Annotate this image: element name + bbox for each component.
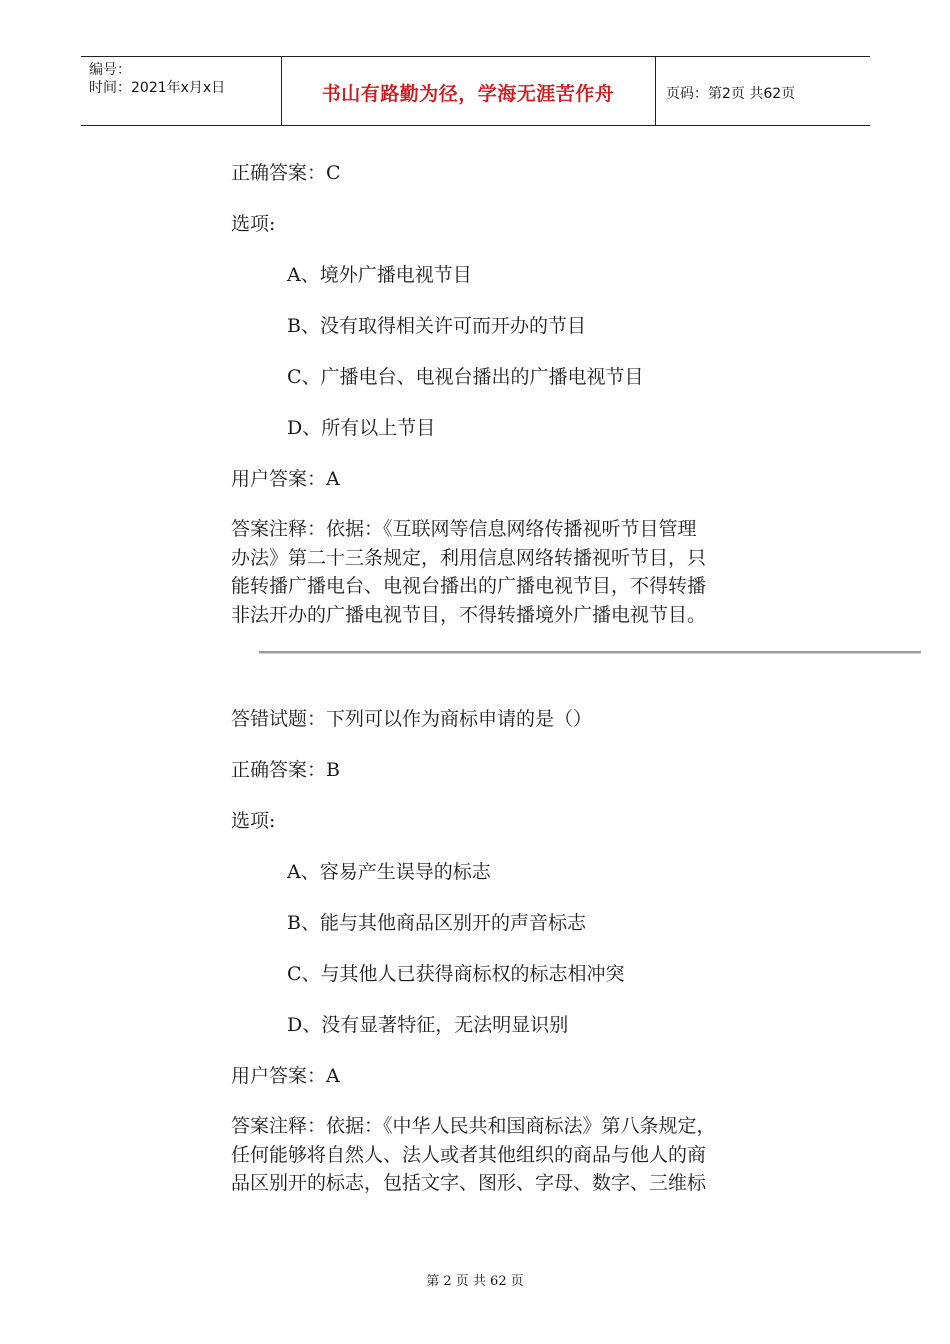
q2-option-d: D、没有显著特征，无法明显识别 (287, 1014, 569, 1036)
q2-options-label: 选项: (231, 810, 276, 832)
q1-explanation (231, 515, 806, 629)
q2-option-c: C、与其他人已获得商标权的标志相冲突 (287, 963, 625, 985)
explanation-line: 非法开办的广播电视节目，不得转播境外广播电视节目。 (231, 603, 707, 626)
q2-explanation (231, 1112, 806, 1198)
question-separator (259, 651, 921, 654)
q1-option-c: C、广播电台、电视台播出的广播电视节目 (287, 366, 644, 388)
header-divider (655, 57, 656, 125)
header-meta (89, 61, 225, 97)
q2-option-b: B、能与其他商品区别开的声音标志 (287, 912, 586, 934)
explanation-line: 能转播广播电台、电视台播出的广播电视节目，不得转播 (231, 575, 707, 597)
q2-option-a: A、容易产生误导的标志 (287, 861, 491, 883)
q1-option-b: B、没有取得相关许可而开办的节目 (287, 315, 586, 337)
doc-number-label: 编号： (89, 62, 131, 78)
q2-wrong-question: 答错试题：下列可以作为商标申请的是（） (231, 708, 593, 730)
explanation-line: 答案注释：依据：《互联网等信息网络传播视听节目管理 (231, 518, 697, 540)
explanation-line: 办法》第二十三条规定，利用信息网络转播视听节目，只 (231, 546, 707, 569)
doc-time-label: 时间：2021年x月x日 (89, 80, 226, 96)
header-page-info: 页码：第2页 共62页 (666, 86, 796, 102)
explanation-line: 答案注释：依据：《中华人民共和国商标法》第八条规定， (231, 1115, 716, 1137)
explanation-line: 任何能够将自然人、法人或者其他组织的商品与他人的商 (231, 1143, 707, 1166)
q1-options-label: 选项: (231, 213, 276, 235)
q1-correct-answer: 正确答案：C (231, 162, 341, 184)
page-header (81, 56, 870, 126)
explanation-line: 品区别开的标志，包括文字、图形、字母、数字、三维标 (231, 1172, 707, 1194)
header-motto: 书山有路勤为径，学海无涯苦作舟 (321, 83, 615, 105)
page-footer: 第 2 页 共 62 页 (426, 1274, 524, 1289)
q2-user-answer: 用户答案：A (231, 1065, 340, 1087)
q1-option-a: A、境外广播电视节目 (287, 264, 472, 286)
q2-correct-answer: 正确答案：B (231, 759, 340, 781)
q1-option-d: D、所有以上节目 (287, 417, 436, 439)
q1-user-answer: 用户答案：A (231, 468, 340, 490)
